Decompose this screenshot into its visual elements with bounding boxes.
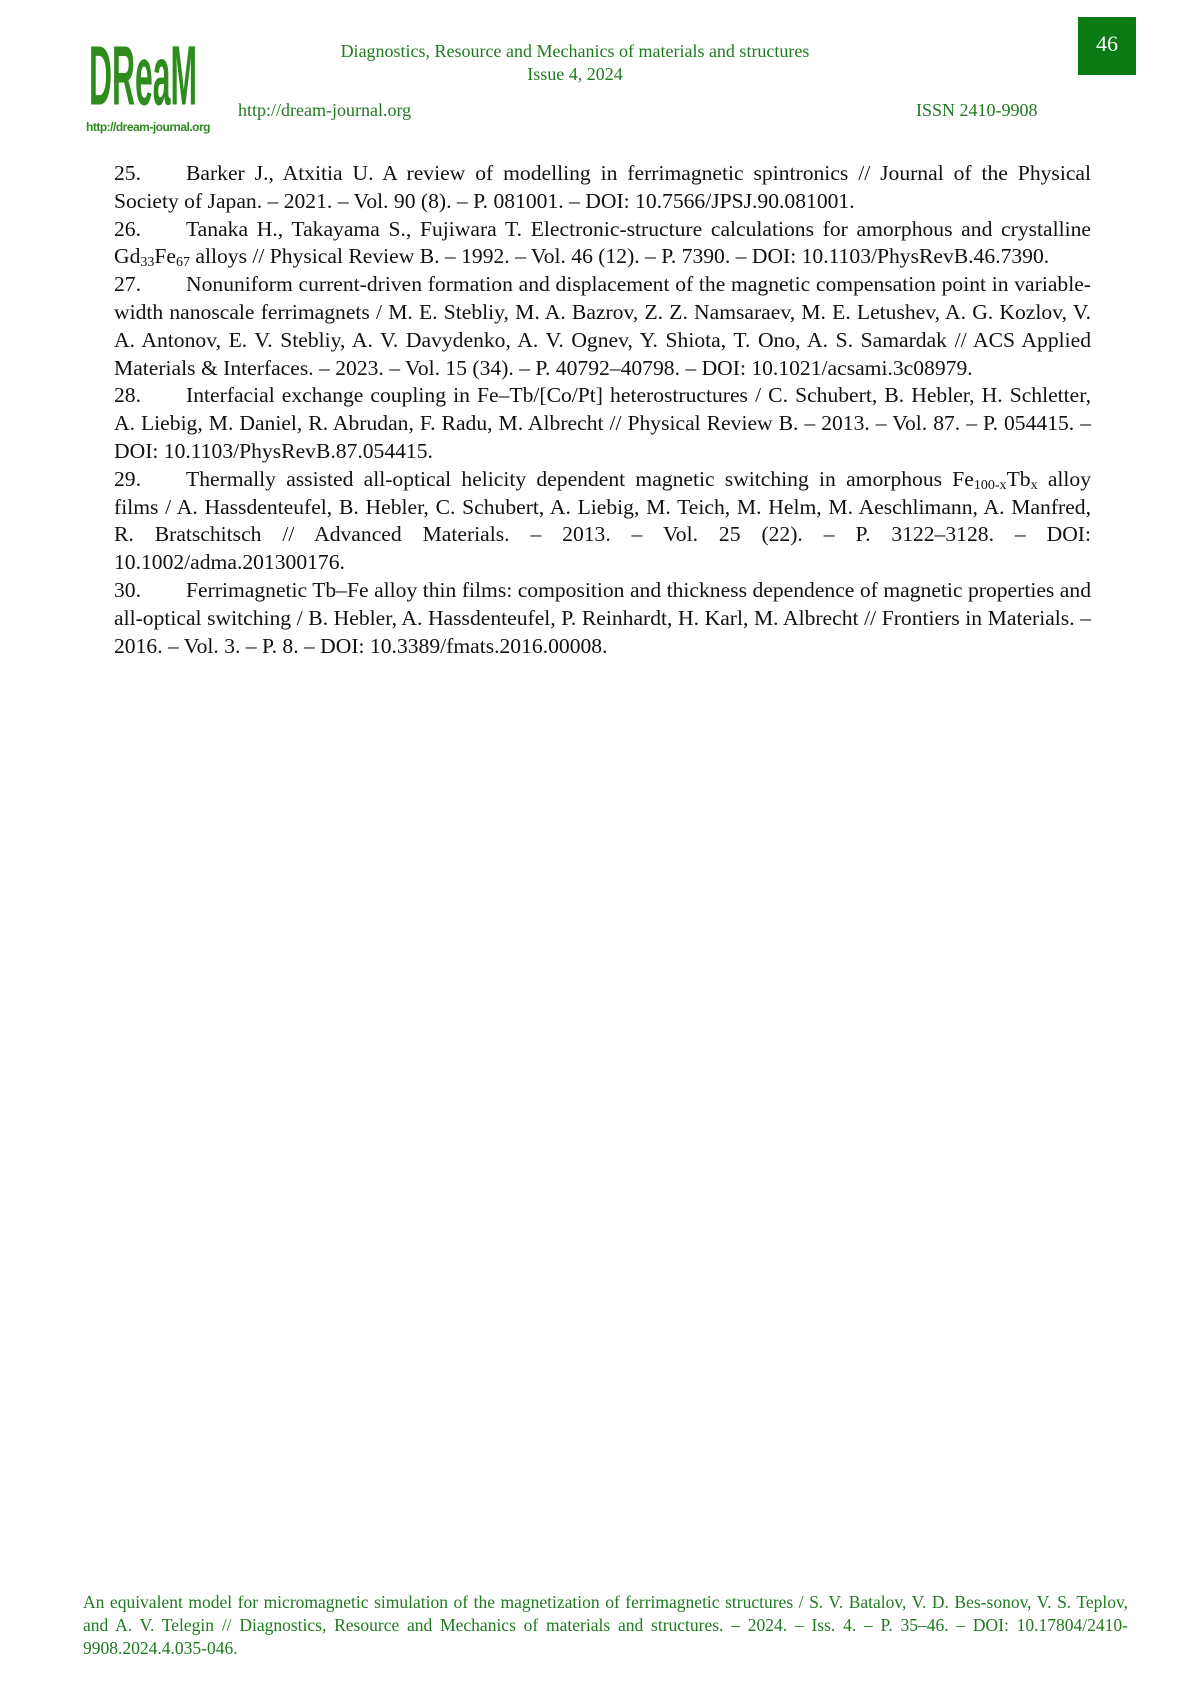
- reference-item: [114, 577, 1091, 660]
- reference-number: 28.: [114, 383, 141, 408]
- footer-citation: An equivalent model for micromagnetic simulation of the magnetization of ferrimagnetic structures / S. V. Batalov, V. D. Bes-sonov, V. S. Teplov, and A. V. Telegin // Diagnostics, Resource and Mechanics of materials and structures. – 2024. – Iss. 4. – P. 35–46. – DOI: 10.17804/2410-9908.2024.4.035-046.: [83, 1592, 1128, 1658]
- logo-word: DReaM: [88, 29, 197, 124]
- reference-number: 30.: [114, 577, 141, 602]
- reference-item: [114, 466, 1091, 577]
- subscript: x: [1030, 477, 1038, 493]
- page-number-badge: 46: [1078, 17, 1136, 75]
- issue-label: Issue 4, 2024: [527, 64, 623, 84]
- subscript: 100-x: [973, 477, 1007, 493]
- logo-url[interactable]: http://dream-journal.org: [86, 120, 210, 134]
- reference-number: 26.: [114, 216, 141, 241]
- reference-item: [114, 160, 1091, 216]
- journal-title: Diagnostics, Resource and Mechanics of materials and structures: [340, 41, 810, 61]
- subscript: 67: [176, 255, 190, 271]
- reference-item: [114, 216, 1091, 272]
- reference-item: [114, 382, 1091, 465]
- reference-text: Tb: [1006, 466, 1031, 491]
- subscript: 33: [140, 255, 155, 271]
- reference-number: 29.: [114, 466, 141, 491]
- issn-label: ISSN 2410-9908: [916, 100, 1038, 120]
- reference-item: [114, 271, 1091, 382]
- reference-text: Fe: [154, 244, 176, 269]
- dream-logo-icon: [86, 16, 200, 124]
- reference-text: Tanaka H., Takayama S., Fujiwara T. Electronic-structure calculations for amorphous and crystalline Gd: [114, 216, 1091, 269]
- reference-text: alloy films / A. Hassdenteufel, B. Hebler, C. Schubert, A. Liebig, M. Teich, M. Helm, M. Aeschlimann, A. Manfred, R. Bratschitsch // Advanced Materials. – 2013. – Vol. 25 (22). – P. 3122–3128. – DOI: 10.1002/adma.201300176.: [114, 466, 1091, 575]
- reference-text: Interfacial exchange coupling in Fe–Tb/[Co/Pt] heterostructures / C. Schubert, B. Hebler, H. Schletter, A. Liebig, M. Daniel, R. Abrudan, F. Radu, M. Albrecht // Physical Review B. – 2013. – Vol. 87. – P. 054415. – DOI: 10.1103/PhysRevB.87.054415.: [114, 383, 1091, 463]
- reference-text: Ferrimagnetic Tb–Fe alloy thin films: composition and thickness dependence of magnetic properties and all-optical switching / B. Hebler, A. Hassdenteufel, P. Reinhardt, H. Karl, M. Albrecht // Frontiers in Materials. – 2016. – Vol. 3. – P. 8. – DOI: 10.3389/fmats.2016.00008.: [114, 577, 1091, 658]
- reference-text: alloys // Physical Review B. – 1992. – Vol. 46 (12). – P. 7390. – DOI: 10.1103/PhysRevB.46.7390.: [190, 244, 1050, 269]
- reference-text: Nonuniform current-driven formation and displacement of the magnetic compensation point in variable-width nanoscale ferrimagnets / M. E. Stebliy, M. A. Bazrov, Z. Z. Namsaraev, M. E. Letushev, A. G. Kozlov, V. A. Antonov, E. V. Stebliy, A. V. Davydenko, A. V. Ognev, Y. Shiota, T. Ono, A. S. Samardak // ACS Applied Materials & Interfaces. – 2023. – Vol. 15 (34). – P. 40792–40798. – DOI: 10.1021/acsami.3c08979.: [114, 272, 1091, 380]
- journal-logo: [86, 16, 210, 134]
- reference-number: 25.: [114, 161, 141, 185]
- site-url-link[interactable]: http://dream-journal.org: [238, 100, 412, 120]
- reference-list: [114, 160, 1091, 660]
- reference-text: Barker J., Atxitia U. A review of modelling in ferrimagnetic spintronics // Journal of the Physical Society of Japan. – 2021. – Vol. 90 (8). – P. 081001. – DOI: 10.7566/JPSJ.90.081001.: [114, 161, 1091, 213]
- reference-text: Thermally assisted all-optical helicity dependent magnetic switching in amorphous Fe: [186, 466, 974, 491]
- reference-number: 27.: [114, 272, 141, 297]
